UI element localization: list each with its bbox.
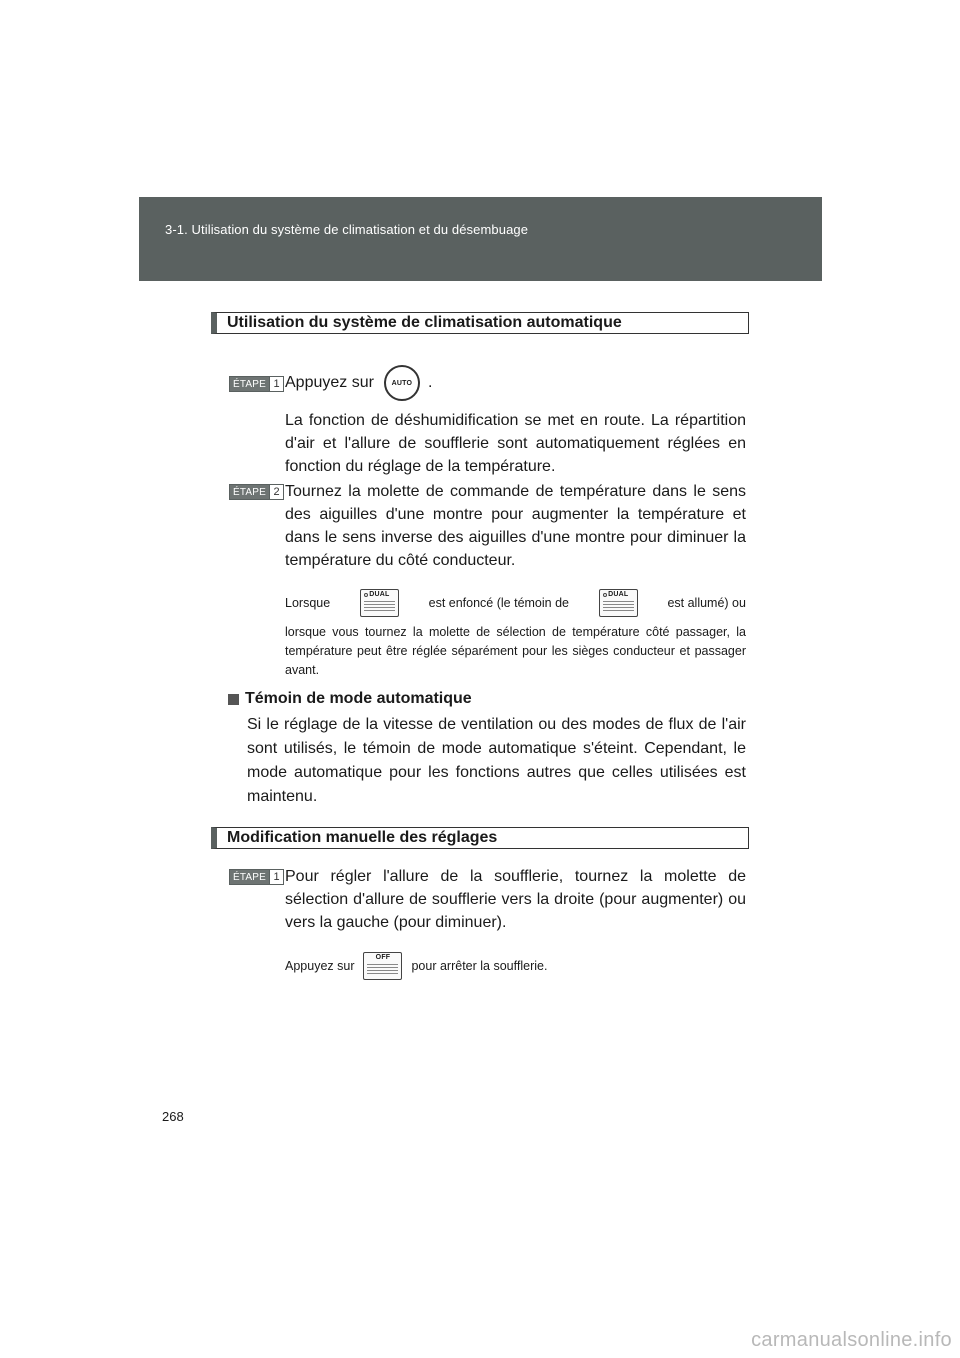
step-badge-number: 1	[269, 377, 283, 391]
step-badge-1-manual	[229, 869, 284, 885]
dual-button-label: DUAL	[369, 591, 390, 598]
dual-note-part3: est allumé) ou	[667, 596, 746, 610]
section-title-auto-climate: Utilisation du système de climatisation automatique	[211, 312, 749, 334]
chapter-header	[139, 197, 822, 281]
dual-button-icon-2	[599, 589, 638, 617]
step-badge-1	[229, 376, 284, 392]
page-number: 268	[162, 1109, 184, 1124]
dual-note-first-line	[285, 589, 746, 617]
auto-mode-heading	[228, 690, 472, 708]
step2-text: Tournez la molette de commande de température dans le sens des aiguilles d'une montre pour augmenter la température et dans le sens inverse des aiguilles d'une montre pour diminuer la température du côté conducteur.	[285, 483, 746, 569]
off-note	[285, 952, 547, 980]
auto-button-label: AUTO	[391, 379, 413, 387]
step-badge-number: 2	[269, 485, 283, 499]
chapter-title: 3-1. Utilisation du système de climatisation et du désembuage	[165, 222, 529, 237]
step-badge-2	[229, 484, 284, 500]
dual-note-rest: lorsque vous tournez la molette de sélection de température côté passager, la température peut être réglée séparément pour les sièges conducteur et passager avant.	[285, 625, 746, 677]
step1-instruction	[285, 365, 432, 401]
square-bullet-icon	[228, 694, 239, 705]
off-note-part1: Appuyez sur	[285, 959, 355, 973]
step1-text-before: Appuyez sur	[285, 374, 374, 391]
step-badge-label: ÉTAPE	[230, 377, 269, 391]
step-badge-label: ÉTAPE	[230, 485, 269, 499]
dual-button-icon	[360, 589, 399, 617]
auto-mode-heading-text: Témoin de mode automatique	[245, 690, 472, 707]
section-title-manual-settings: Modification manuelle des réglages	[211, 827, 749, 849]
step1-description: La fonction de déshumidification se met en route. La répartition d'air et l'allure de soufflerie sont automatiquement réglées en fonction du réglage de la température.	[285, 412, 746, 475]
off-note-part2: pour arrêter la soufflerie.	[411, 959, 548, 973]
dual-button-label: DUAL	[608, 591, 629, 598]
off-button-label: OFF	[375, 954, 391, 961]
step-badge-label: ÉTAPE	[230, 870, 269, 884]
step-badge-number: 1	[269, 870, 283, 884]
dual-note-part2: est enfoncé (le témoin de	[428, 596, 569, 610]
manual-step1-text: Pour régler l'allure de la soufflerie, tournez la molette de sélection d'allure de soufflerie vers la droite (pour augmenter) ou vers la gauche (pour diminuer).	[285, 868, 746, 931]
auto-mode-text: Si le réglage de la vitesse de ventilation ou des modes de flux de l'air sont utilisés, le témoin de mode automatique s'éteint. Cependant, le mode automatique pour les fonctions autres que celles utilisées est maintenu.	[247, 716, 746, 805]
step1-text-after: .	[427, 374, 433, 391]
watermark: carmanualsonline.info	[751, 1329, 952, 1351]
dual-note-part1: Lorsque	[285, 596, 331, 610]
auto-button-icon	[384, 365, 420, 401]
off-button-icon	[363, 952, 402, 980]
